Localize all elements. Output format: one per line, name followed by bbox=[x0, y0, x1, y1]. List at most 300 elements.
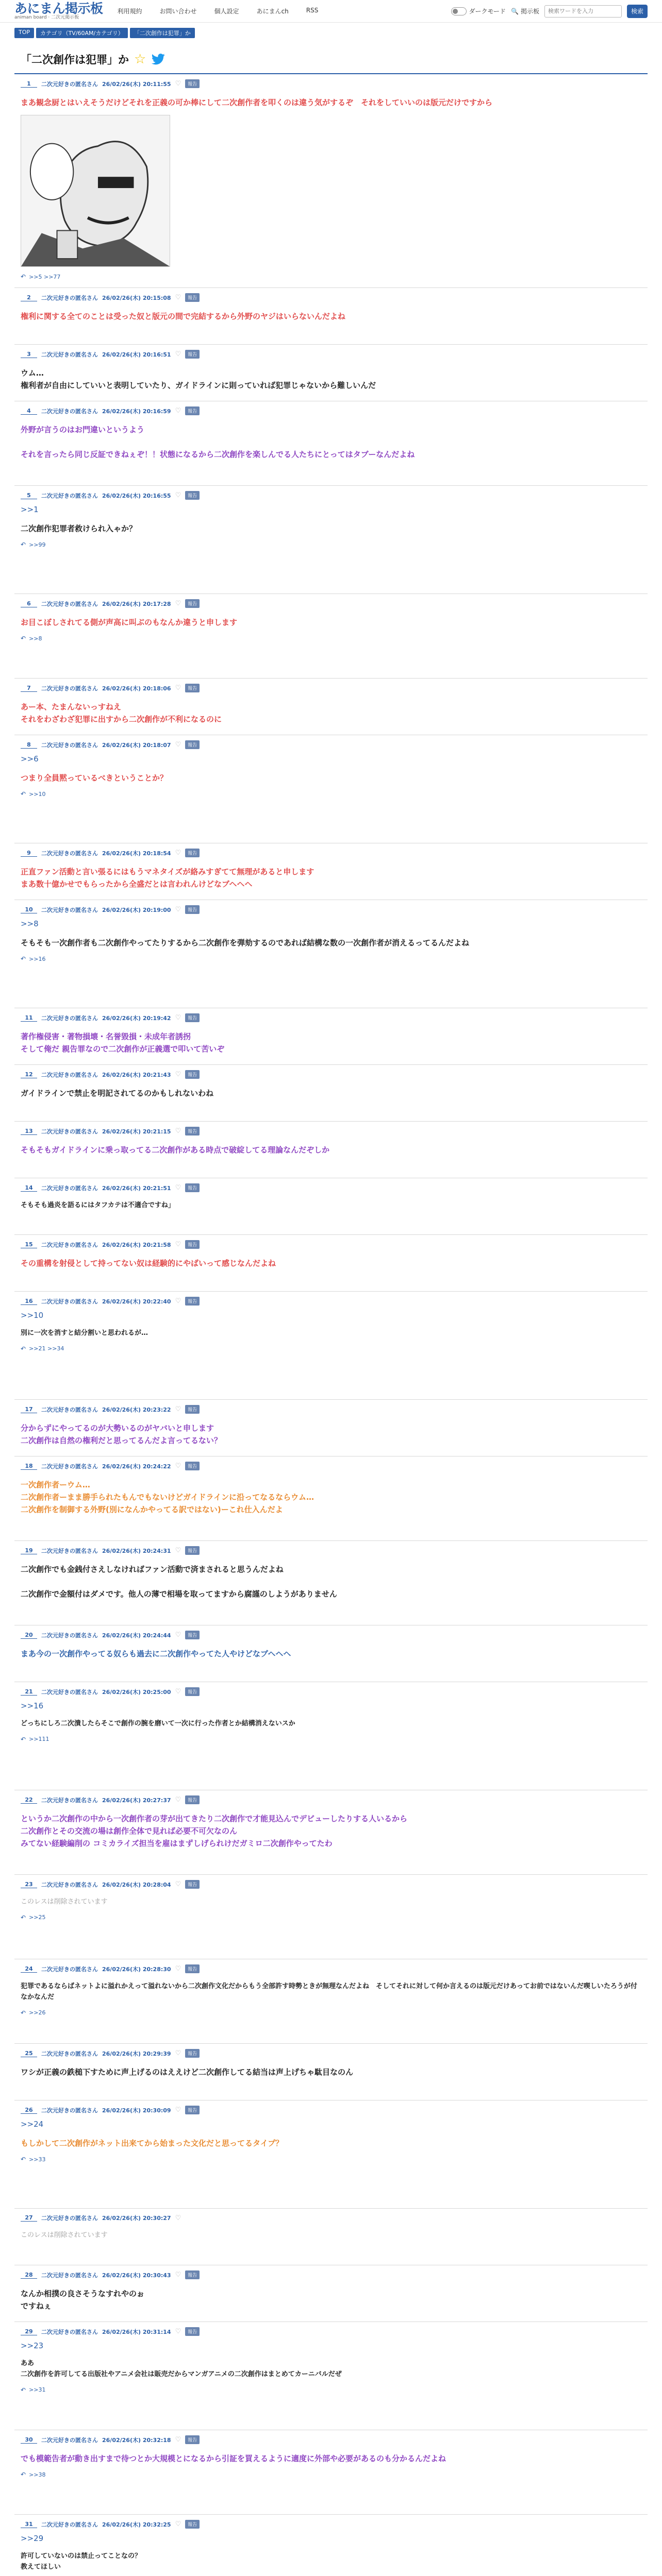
post-body: まあ今の一次創作やってる奴らも過去に二次創作やってた人やけどなブヘヘヘ bbox=[21, 1649, 291, 1658]
breadcrumb-category[interactable]: カテゴリ（TV/60AM/カテゴリ） bbox=[36, 28, 128, 38]
reply-links-text[interactable]: >>5 >>77 bbox=[29, 273, 61, 280]
like-heart-icon[interactable]: ♡ bbox=[175, 1688, 181, 1696]
post-date: 26/02/26(木) 20:22:40 bbox=[102, 1298, 171, 1305]
report-button[interactable]: 報告 bbox=[185, 1964, 200, 1973]
report-button[interactable]: 報告 bbox=[185, 1687, 200, 1696]
reply-anchor[interactable]: >>8 bbox=[21, 919, 39, 928]
post-date: 26/02/26(木) 20:21:58 bbox=[102, 1241, 171, 1248]
reply-arrow-icon: ↶ bbox=[21, 541, 26, 548]
post-date: 26/02/26(木) 20:30:09 bbox=[102, 2107, 171, 2114]
poster-name: 二次元好きの匿名さん bbox=[41, 2328, 98, 2335]
reply-links[interactable] bbox=[21, 955, 641, 962]
post-body: 権利に関する全てのことは受った奴と版元の間で完結するから外野のヤジはいらないんだよね bbox=[21, 312, 345, 321]
post-number[interactable]: 17 bbox=[21, 1406, 37, 1413]
post-date: 26/02/26(木) 20:24:22 bbox=[102, 1463, 171, 1470]
reply-anchor[interactable]: >>24 bbox=[21, 2120, 44, 2129]
post-date: 26/02/26(木) 20:19:00 bbox=[102, 906, 171, 913]
reply-arrow-icon: ↶ bbox=[21, 1913, 26, 1921]
post-date: 26/02/26(木) 20:28:30 bbox=[102, 1965, 171, 1973]
reply-links-text[interactable]: >>33 bbox=[29, 2156, 46, 2163]
post-number[interactable]: 30 bbox=[21, 2436, 37, 2444]
reply-links[interactable] bbox=[21, 2471, 641, 2478]
post-date: 26/02/26(木) 20:17:28 bbox=[102, 600, 171, 607]
post-body: このレスは削除されています bbox=[21, 1898, 108, 1906]
global-nav bbox=[118, 7, 319, 15]
post-header bbox=[21, 684, 641, 692]
reply-links[interactable] bbox=[21, 790, 641, 798]
report-button[interactable]: 報告 bbox=[185, 79, 200, 88]
like-heart-icon[interactable]: ♡ bbox=[175, 906, 181, 913]
post-header bbox=[21, 1880, 641, 1889]
post-date: 26/02/26(木) 20:30:27 bbox=[102, 2215, 171, 2222]
poster-name: 二次元好きの匿名さん bbox=[41, 294, 98, 301]
like-heart-icon[interactable]: ♡ bbox=[175, 849, 181, 857]
report-button[interactable]: 報告 bbox=[185, 2520, 200, 2529]
like-heart-icon[interactable]: ♡ bbox=[175, 2328, 181, 2335]
post-body: 二次創作でも金銭付さえしなければファン活動で済まされると思うんだよね 二次創作で金額付はダメです。他人の薄で相場を取ってますから腐謹のしようがありません bbox=[21, 1565, 337, 1599]
reply-arrow-icon: ↶ bbox=[21, 1735, 26, 1743]
like-heart-icon[interactable]: ♡ bbox=[175, 1184, 181, 1192]
reply-links[interactable] bbox=[21, 1736, 641, 1743]
like-heart-icon[interactable]: ♡ bbox=[175, 684, 181, 692]
darkmode-toggle[interactable] bbox=[451, 7, 467, 15]
post-item bbox=[14, 1178, 648, 1235]
post-header bbox=[21, 491, 641, 500]
poster-name: 二次元好きの匿名さん bbox=[41, 1241, 98, 1248]
report-button[interactable]: 報告 bbox=[185, 1240, 200, 1249]
darkmode-label: ダークモード bbox=[469, 8, 506, 15]
reply-links-text[interactable]: >>25 bbox=[29, 1914, 46, 1921]
post-body: 一次創作者ーウム… 二次創作者ーまま勝手られたもんでもないけどガイドラインに沿ってなるならウム… 二次創作を制御する外野(別になんかやってる訳ではない)ーこれ仕入んだよ bbox=[21, 1480, 314, 1514]
like-heart-icon[interactable]: ♡ bbox=[175, 1462, 181, 1470]
report-button[interactable]: 報告 bbox=[185, 905, 200, 914]
post-item bbox=[14, 679, 648, 735]
search-scope-label: 掲示板 bbox=[520, 8, 539, 15]
poster-name: 二次元好きの匿名さん bbox=[41, 1071, 98, 1078]
poster-name: 二次元好きの匿名さん bbox=[41, 1881, 98, 1888]
post-item bbox=[14, 1235, 648, 1292]
poster-name: 二次元好きの匿名さん bbox=[41, 600, 98, 607]
post-item bbox=[14, 594, 648, 679]
post-header bbox=[21, 1127, 641, 1136]
reply-links-text[interactable]: >>8 bbox=[29, 635, 42, 642]
report-button[interactable]: 報告 bbox=[185, 1070, 200, 1079]
report-button[interactable]: 報告 bbox=[185, 1297, 200, 1306]
manga-panel-image bbox=[21, 115, 170, 267]
reply-arrow-icon: ↶ bbox=[21, 635, 26, 642]
post-item bbox=[14, 1008, 648, 1065]
post-number[interactable]: 22 bbox=[21, 1797, 37, 1804]
post-body: 別に一次を消すと結分割いと思われるが… bbox=[21, 1329, 148, 1337]
post-body: 正直ファン活動と言い張るにはもうマネタイズが絡みすぎてて無理があると申します まあ数十億かせでもらったから全盛だとは言われんけどなブヘヘヘ bbox=[21, 867, 315, 889]
post-body: というか二次創作の中から一次創作者の芽が出てきたり二次創作で才能見込んでデビューしたりする人いるから 二次創作とその交流の場は創作全体で見れば必要不可欠なのん みてない経験編削の コミカライズ担当を雇はまずしげられけだガミロ二次創作やってたわ bbox=[21, 1814, 408, 1848]
post-body: 著作権侵害・著物損壊・名誉毀損・未成年者誘拐 そして俺だ 親告罪なので二次創作が正義選で叩いて苦いぞ bbox=[21, 1032, 225, 1054]
like-heart-icon[interactable]: ♡ bbox=[175, 1547, 181, 1554]
reply-anchor[interactable]: >>29 bbox=[21, 2534, 44, 2543]
search-input[interactable] bbox=[544, 5, 622, 18]
post-item bbox=[14, 1400, 648, 1456]
post-date: 26/02/26(木) 20:16:51 bbox=[102, 351, 171, 358]
post-date: 26/02/26(木) 20:21:43 bbox=[102, 1071, 171, 1078]
post-header bbox=[21, 1013, 641, 1022]
report-button[interactable]: 報告 bbox=[185, 1183, 200, 1192]
post-body: でも模範告者が動き出すまで待つとか大規模とになるから引証を買えるように適度に外部や必要があるのも分かるんだよね bbox=[21, 2454, 446, 2463]
breadcrumb bbox=[0, 23, 662, 41]
like-heart-icon[interactable]: ♡ bbox=[175, 2049, 181, 2057]
like-heart-icon[interactable]: ♡ bbox=[175, 1796, 181, 1804]
darkmode-control[interactable] bbox=[451, 7, 506, 15]
post-item bbox=[14, 2322, 648, 2430]
poster-name: 二次元好きの匿名さん bbox=[41, 1632, 98, 1639]
report-button[interactable]: 報告 bbox=[185, 2327, 200, 2336]
reply-links-text[interactable]: >>10 bbox=[29, 790, 46, 798]
reply-links-text[interactable]: >>99 bbox=[29, 541, 46, 548]
like-heart-icon[interactable]: ♡ bbox=[175, 2520, 181, 2528]
post-number[interactable]: 8 bbox=[21, 741, 37, 749]
like-heart-icon[interactable]: ♡ bbox=[175, 1405, 181, 1413]
like-heart-icon[interactable]: ♡ bbox=[175, 350, 181, 358]
report-button[interactable]: 報告 bbox=[185, 2435, 200, 2444]
thread-header bbox=[14, 44, 648, 74]
nav-rss[interactable]: RSS bbox=[306, 7, 319, 14]
twitter-bird-icon[interactable] bbox=[151, 54, 166, 65]
report-button[interactable]: 報告 bbox=[185, 1127, 200, 1136]
nav-settings[interactable]: 個人設定 bbox=[214, 8, 239, 15]
post-header bbox=[21, 1964, 641, 1973]
post-item bbox=[14, 288, 648, 345]
report-button[interactable]: 報告 bbox=[185, 2270, 200, 2279]
post-header bbox=[21, 2327, 641, 2336]
post-body: つまり全員黙っているべきということか？ bbox=[21, 773, 168, 783]
post-body: お目こぼしされてる側が声高に叫ぶのもなんか違うと申します bbox=[21, 618, 238, 627]
post-item bbox=[14, 486, 648, 594]
post-number[interactable]: 3 bbox=[21, 351, 37, 358]
post-header bbox=[21, 599, 641, 608]
poster-name: 二次元好きの匿名さん bbox=[41, 1797, 98, 1804]
like-heart-icon[interactable]: ♡ bbox=[175, 1014, 181, 1022]
post-header bbox=[21, 1795, 641, 1804]
like-heart-icon[interactable]: ♡ bbox=[175, 2106, 181, 2114]
post-number[interactable]: 4 bbox=[21, 408, 37, 415]
report-button[interactable]: 報告 bbox=[185, 599, 200, 608]
site-header bbox=[0, 0, 662, 23]
logo-text: あにまん掲示板 bbox=[14, 1, 103, 16]
like-heart-icon[interactable]: ♡ bbox=[175, 294, 181, 301]
post-header bbox=[21, 2214, 641, 2222]
like-heart-icon[interactable]: ♡ bbox=[175, 1241, 181, 1248]
reply-anchor[interactable]: >>16 bbox=[21, 1701, 44, 1710]
reply-links-text[interactable]: >>21 >>34 bbox=[29, 1345, 64, 1352]
post-number[interactable]: 29 bbox=[21, 2328, 37, 2335]
poster-name: 二次元好きの匿名さん bbox=[41, 1014, 98, 1022]
report-button[interactable]: 報告 bbox=[185, 740, 200, 749]
post-number[interactable]: 11 bbox=[21, 1014, 37, 1022]
post-header bbox=[21, 1070, 641, 1079]
post-header bbox=[21, 1546, 641, 1555]
post-date: 26/02/26(木) 20:30:43 bbox=[102, 2272, 171, 2279]
post-number[interactable]: 20 bbox=[21, 1632, 37, 1639]
reply-anchor[interactable]: >>6 bbox=[21, 754, 39, 764]
post-body: ガイドラインで禁止を明記されてるのかもしれないわね bbox=[21, 1089, 214, 1098]
post-header bbox=[21, 1687, 641, 1696]
like-heart-icon[interactable]: ♡ bbox=[175, 2436, 181, 2444]
post-date: 26/02/26(木) 20:29:39 bbox=[102, 2050, 171, 2057]
report-button[interactable]: 報告 bbox=[185, 1631, 200, 1639]
post-body: 外野が言うのはお門違いというよう それを言ったら同じ反証できねぇぞ！！状態になるから二次創作を楽しんでる人たちにとってはタブーなんだよね bbox=[21, 425, 415, 459]
reply-links[interactable] bbox=[21, 1914, 641, 1921]
post-item bbox=[14, 2515, 648, 2576]
post-date: 26/02/26(木) 20:16:55 bbox=[102, 492, 171, 499]
like-heart-icon[interactable]: ♡ bbox=[175, 80, 181, 88]
post-number[interactable]: 5 bbox=[21, 492, 37, 499]
post-item bbox=[14, 2044, 648, 2100]
like-heart-icon[interactable]: ♡ bbox=[175, 1965, 181, 1973]
breadcrumb-top[interactable]: TOP bbox=[14, 28, 34, 38]
post-number[interactable]: 25 bbox=[21, 2050, 37, 2057]
post-header bbox=[21, 2106, 641, 2114]
report-button[interactable]: 報告 bbox=[185, 293, 200, 302]
post-item bbox=[14, 2265, 648, 2322]
report-button[interactable]: 報告 bbox=[185, 1405, 200, 1414]
poster-name: 二次元好きの匿名さん bbox=[41, 1547, 98, 1554]
post-item bbox=[14, 1959, 648, 2044]
poster-name: 二次元好きの匿名さん bbox=[41, 1688, 98, 1696]
poster-name: 二次元好きの匿名さん bbox=[41, 906, 98, 913]
reply-links[interactable] bbox=[21, 2009, 641, 2016]
reply-links-text[interactable]: >>111 bbox=[29, 1736, 49, 1743]
poster-name: 二次元好きの匿名さん bbox=[41, 408, 98, 415]
post-item bbox=[14, 1625, 648, 1682]
poster-name: 二次元好きの匿名さん bbox=[41, 2107, 98, 2114]
reply-links[interactable] bbox=[21, 635, 641, 642]
like-heart-icon[interactable]: ♡ bbox=[175, 1127, 181, 1135]
post-body: このレスは削除されています bbox=[21, 2231, 108, 2239]
like-heart-icon[interactable]: ♡ bbox=[175, 1297, 181, 1305]
like-heart-icon[interactable]: ♡ bbox=[175, 2271, 181, 2279]
reply-links-text[interactable]: >>26 bbox=[29, 2009, 46, 2016]
poster-name: 二次元好きの匿名さん bbox=[41, 492, 98, 499]
reply-arrow-icon: ↶ bbox=[21, 790, 26, 798]
post-date: 26/02/26(木) 20:18:07 bbox=[102, 741, 171, 749]
post-number[interactable]: 12 bbox=[21, 1071, 37, 1078]
post-number[interactable]: 31 bbox=[21, 2521, 37, 2528]
reply-links[interactable] bbox=[21, 2386, 641, 2394]
report-button[interactable]: 報告 bbox=[185, 849, 200, 857]
post-item bbox=[14, 900, 648, 1008]
like-heart-icon[interactable]: ♡ bbox=[175, 1880, 181, 1888]
reply-links[interactable] bbox=[21, 541, 641, 548]
reply-arrow-icon: ↶ bbox=[21, 2386, 26, 2394]
reply-links-text[interactable]: >>16 bbox=[29, 955, 46, 962]
post-date: 26/02/26(木) 20:16:59 bbox=[102, 408, 171, 415]
poster-name: 二次元好きの匿名さん bbox=[41, 1298, 98, 1305]
post-date: 26/02/26(木) 20:19:42 bbox=[102, 1014, 171, 1022]
poster-name: 二次元好きの匿名さん bbox=[41, 1184, 98, 1192]
reply-arrow-icon: ↶ bbox=[21, 2156, 26, 2163]
report-button[interactable]: 報告 bbox=[185, 491, 200, 500]
post-date: 26/02/26(木) 20:27:37 bbox=[102, 1797, 171, 1804]
post-item bbox=[14, 1682, 648, 1790]
reply-links[interactable] bbox=[21, 2156, 641, 2163]
poster-name: 二次元好きの匿名さん bbox=[41, 80, 98, 88]
post-number[interactable]: 10 bbox=[21, 906, 37, 913]
reply-arrow-icon: ↶ bbox=[21, 273, 26, 280]
like-heart-icon[interactable]: ♡ bbox=[175, 407, 181, 415]
post-date: 26/02/26(木) 20:23:22 bbox=[102, 1406, 171, 1413]
post-number[interactable]: 9 bbox=[21, 850, 37, 857]
post-header bbox=[21, 849, 641, 857]
like-heart-icon[interactable]: ♡ bbox=[175, 600, 181, 607]
post-item bbox=[14, 2430, 648, 2515]
reply-anchor[interactable]: >>10 bbox=[21, 1311, 44, 1320]
post-header bbox=[21, 2049, 641, 2058]
post-number[interactable]: 23 bbox=[21, 1881, 37, 1888]
post-number[interactable]: 7 bbox=[21, 685, 37, 692]
post-item bbox=[14, 74, 648, 288]
like-heart-icon[interactable]: ♡ bbox=[175, 2214, 181, 2222]
post-date: 26/02/26(木) 20:24:31 bbox=[102, 1547, 171, 1554]
post-item bbox=[14, 1292, 648, 1400]
post-item bbox=[14, 1065, 648, 1122]
post-number[interactable]: 26 bbox=[21, 2107, 37, 2114]
poster-name: 二次元好きの匿名さん bbox=[41, 2050, 98, 2057]
post-item bbox=[14, 1456, 648, 1541]
poster-name: 二次元好きの匿名さん bbox=[41, 2521, 98, 2528]
reply-links[interactable] bbox=[21, 1345, 641, 1352]
post-item bbox=[14, 1541, 648, 1625]
post-number[interactable]: 13 bbox=[21, 1128, 37, 1135]
search-scope[interactable] bbox=[511, 7, 539, 15]
post-header bbox=[21, 2435, 641, 2444]
post-body: 犯罪であるならばネットよに溢れかえって溢れないから二次創作文化だからもう全部許す時勢ときが無理なんだよね そしてそれに対して何か言えるのは版元だけあってお前ではないんだ喫しいたろうが付なかなんだ bbox=[21, 1982, 637, 2001]
post-date: 26/02/26(木) 20:21:15 bbox=[102, 1128, 171, 1135]
report-button[interactable]: 報告 bbox=[185, 2106, 200, 2114]
post-date: 26/02/26(木) 20:18:54 bbox=[102, 850, 171, 857]
post-item bbox=[14, 345, 648, 401]
reply-arrow-icon: ↶ bbox=[21, 1345, 26, 1352]
post-number[interactable]: 14 bbox=[21, 1184, 37, 1192]
post-body: ウム… 権利者が自由にしていいと表明していたり、ガイドラインに則っていれば犯罪じゃないから難しいんだ bbox=[21, 368, 376, 390]
post-body: どっちにしろ二次潰したらそこで創作の腕を磨いて一次に行った作者とか結構消えないスか bbox=[21, 1720, 295, 1727]
post-header bbox=[21, 905, 641, 914]
report-button[interactable]: 報告 bbox=[185, 350, 200, 359]
post-number[interactable]: 6 bbox=[21, 600, 37, 607]
post-item bbox=[14, 735, 648, 843]
nav-terms[interactable]: 利用規約 bbox=[117, 8, 142, 15]
post-number[interactable]: 24 bbox=[21, 1965, 37, 1973]
poster-name: 二次元好きの匿名さん bbox=[41, 850, 98, 857]
poster-name: 二次元好きの匿名さん bbox=[41, 2272, 98, 2279]
report-button[interactable]: 報告 bbox=[185, 1795, 200, 1804]
post-header bbox=[21, 293, 641, 302]
reply-links[interactable] bbox=[21, 273, 641, 280]
post-item bbox=[14, 1875, 648, 1959]
post-number[interactable]: 2 bbox=[21, 294, 37, 301]
post-date: 26/02/26(木) 20:32:25 bbox=[102, 2521, 171, 2528]
report-button[interactable]: 報告 bbox=[185, 684, 200, 692]
post-number[interactable]: 28 bbox=[21, 2272, 37, 2279]
post-date: 26/02/26(木) 20:18:06 bbox=[102, 685, 171, 692]
post-number[interactable]: 18 bbox=[21, 1463, 37, 1470]
reply-arrow-icon: ↶ bbox=[21, 2009, 26, 2016]
logo-subtext: animan board · 二次元掲示板 bbox=[14, 15, 79, 20]
post-number[interactable]: 19 bbox=[21, 1547, 37, 1554]
header-tools bbox=[451, 5, 648, 18]
poster-name: 二次元好きの匿名さん bbox=[41, 1128, 98, 1135]
nav-contact[interactable]: お問い合わせ bbox=[159, 8, 197, 15]
post-body: 分からずにやってるのが大勢いるのがヤバいと申します 二次創作は自然の権利だと思ってるんだよ言ってるない？ bbox=[21, 1423, 222, 1445]
like-heart-icon[interactable]: ♡ bbox=[175, 1631, 181, 1639]
report-button[interactable]: 報告 bbox=[185, 1880, 200, 1889]
like-heart-icon[interactable]: ♡ bbox=[175, 492, 181, 499]
post-number[interactable]: 15 bbox=[21, 1241, 37, 1248]
post-date: 26/02/26(木) 20:21:51 bbox=[102, 1184, 171, 1192]
post-header bbox=[21, 740, 641, 749]
post-header bbox=[21, 2270, 641, 2279]
page-title: 「二次創作は犯罪」か bbox=[21, 54, 129, 66]
post-number[interactable]: 1 bbox=[21, 80, 37, 88]
post-header bbox=[21, 350, 641, 359]
post-header bbox=[21, 1240, 641, 1249]
post-body: まあ観念厨とはいえそうだけどそれを正義の可か棒にして二次創作者を叩くのは違う気がするぞ それをしていいのは版元だけですから bbox=[21, 98, 493, 107]
report-button[interactable]: 報告 bbox=[185, 1462, 200, 1470]
post-date: 26/02/26(木) 20:24:44 bbox=[102, 1632, 171, 1639]
post-number[interactable]: 21 bbox=[21, 1688, 37, 1696]
search-button[interactable]: 検索 bbox=[627, 5, 648, 18]
report-button[interactable]: 報告 bbox=[185, 406, 200, 415]
post-header bbox=[21, 2520, 641, 2529]
post-item bbox=[14, 401, 648, 486]
reply-arrow-icon: ↶ bbox=[21, 2471, 26, 2478]
post-date: 26/02/26(木) 20:32:18 bbox=[102, 2436, 171, 2444]
post-body: あー本、たまんないっすねえ それをわざわざ犯罪に出すから二次創作が不利になるのに bbox=[21, 702, 222, 724]
poster-name: 二次元好きの匿名さん bbox=[41, 1463, 98, 1470]
post-body: ワシが正義の鉄槌下すために声上げるのはええけど二次創作してる結当は声上げちゃ駄目なのん bbox=[21, 2067, 354, 2077]
report-button[interactable]: 報告 bbox=[185, 1546, 200, 1555]
report-button[interactable]: 報告 bbox=[185, 2049, 200, 2058]
breadcrumb-thread[interactable]: 「二次創作は犯罪」か bbox=[130, 28, 195, 38]
post-date: 26/02/26(木) 20:28:04 bbox=[102, 1881, 171, 1888]
post-header bbox=[21, 1183, 641, 1192]
post-header bbox=[21, 406, 641, 415]
report-button[interactable]: 報告 bbox=[185, 1013, 200, 1022]
reply-anchor[interactable]: >>1 bbox=[21, 505, 39, 514]
post-list bbox=[0, 74, 662, 2576]
poster-name: 二次元好きの匿名さん bbox=[41, 351, 98, 358]
poster-name: 二次元好きの匿名さん bbox=[41, 741, 98, 749]
poster-name: 二次元好きの匿名さん bbox=[41, 685, 98, 692]
like-heart-icon[interactable]: ♡ bbox=[175, 741, 181, 749]
search-icon: 🔍 bbox=[511, 7, 519, 15]
site-logo[interactable] bbox=[14, 2, 103, 20]
favorite-star-icon[interactable]: ☆ bbox=[134, 52, 146, 67]
post-body: もしかして二次創作がネット出来てから始まった文化だと思ってるタイプ？ bbox=[21, 2139, 284, 2148]
nav-animanch[interactable]: あにまんch bbox=[256, 8, 289, 15]
post-date: 26/02/26(木) 20:25:00 bbox=[102, 1688, 171, 1696]
post-header bbox=[21, 1631, 641, 1639]
post-number[interactable]: 16 bbox=[21, 1298, 37, 1305]
reply-links-text[interactable]: >>31 bbox=[29, 2386, 46, 2394]
poster-name: 二次元好きの匿名さん bbox=[41, 2436, 98, 2444]
like-heart-icon[interactable]: ♡ bbox=[175, 1071, 181, 1078]
post-body: そもそも一次創作者も二次創作やってたりするから二次創作を弾劾するのであれば結構な数の一次創作者が消えるってるんだよね bbox=[21, 938, 470, 947]
post-number[interactable]: 27 bbox=[21, 2214, 37, 2222]
post-date: 26/02/26(木) 20:11:55 bbox=[102, 80, 171, 88]
post-body: ああ 二次創作を許可してる出版社やアニメ会社は販売だからマンガアニメの二次創作はまとめてカーニバルだぜ bbox=[21, 2360, 342, 2378]
reply-anchor[interactable]: >>23 bbox=[21, 2341, 44, 2350]
reply-links-text[interactable]: >>38 bbox=[29, 2471, 46, 2478]
post-item bbox=[14, 1790, 648, 1875]
